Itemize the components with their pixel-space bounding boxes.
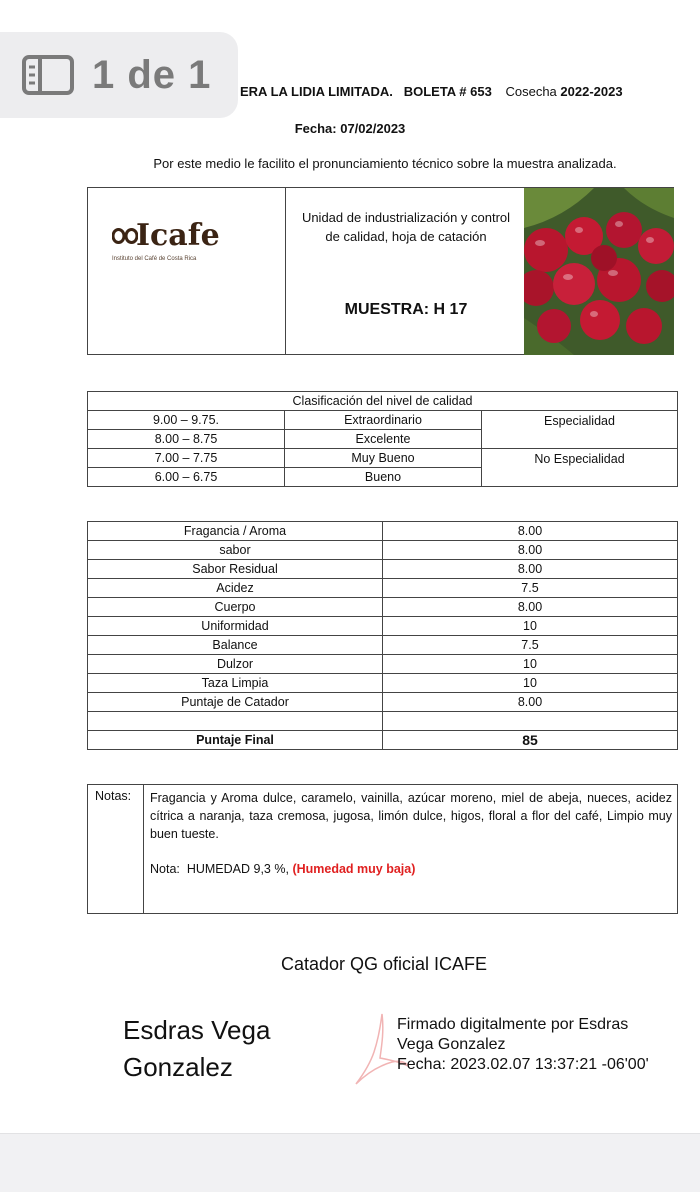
final-score-label: Puntaje Final: [88, 731, 383, 750]
attribute-cell: sabor: [88, 541, 383, 560]
page-indicator[interactable]: [0, 32, 238, 118]
boleta-number: BOLETA # 653: [403, 84, 492, 99]
notes-label: Notas:: [95, 789, 132, 803]
notes-text: Fragancia y Aroma dulce, caramelo, vainilla, azúcar moreno, miel de abeja, nueces, acidez cítrica a naranja, taza cremosa, jugosa, limón dulce, higos, floral a flor del café, Limpio muy buen tueste.: [150, 791, 672, 841]
cosecha-value: 2022-2023: [560, 84, 623, 99]
attribute-cell: Dulzor: [88, 655, 383, 674]
document-date: Fecha: 07/02/2023: [294, 121, 406, 136]
classification-title: Clasificación del nivel de calidad: [88, 392, 678, 411]
table-row: [88, 541, 678, 560]
level-cell: Extraordinario: [285, 411, 482, 430]
table-row: [88, 598, 678, 617]
table-row: [88, 693, 678, 712]
level-cell: Excelente: [285, 430, 482, 449]
group-especialidad: Especialidad: [482, 411, 678, 449]
final-score-row: [88, 731, 678, 750]
quality-classification-table: [87, 391, 678, 487]
humidity-warning: (Humedad muy baja): [292, 862, 416, 876]
icafe-logo: Icafe Instituto del Café de Costa Rica: [112, 218, 220, 262]
info-box: [87, 187, 674, 355]
score-cell: 8.00: [383, 598, 678, 617]
attribute-cell: Balance: [88, 636, 383, 655]
humidity-note: Nota: HUMEDAD 9,3 %, (Humedad muy baja): [150, 862, 416, 876]
table-row: [88, 636, 678, 655]
level-cell: Bueno: [285, 468, 482, 487]
table-row: [88, 655, 678, 674]
attribute-cell: Fragancia / Aroma: [88, 522, 383, 541]
attribute-cell: Acidez: [88, 579, 383, 598]
score-cell: 10: [383, 674, 678, 693]
score-cell: 10: [383, 655, 678, 674]
attribute-cell: Taza Limpia: [88, 674, 383, 693]
unit-description: Unidad de industrialización y control de calidad, hoja de catación: [301, 210, 511, 244]
table-row: [88, 617, 678, 636]
score-cell: 8.00: [383, 541, 678, 560]
range-cell: 6.00 – 6.75: [88, 468, 285, 487]
cupping-scores-table: [87, 521, 678, 750]
signer-name: Esdras Vega Gonzalez: [123, 1015, 271, 1082]
score-cell: 8.00: [383, 522, 678, 541]
range-cell: 9.00 – 9.75.: [88, 411, 285, 430]
score-cell: 8.00: [383, 560, 678, 579]
empty-row: [88, 712, 678, 731]
table-row: [88, 522, 678, 541]
sample-id: MUESTRA: H 17: [344, 301, 468, 318]
range-cell: 7.00 – 7.75: [88, 449, 285, 468]
intro-text: Por este medio le facilito el pronunciamiento técnico sobre la muestra analizada.: [153, 156, 617, 171]
header-line: [240, 84, 623, 99]
level-cell: Muy Bueno: [285, 449, 482, 468]
range-cell: 8.00 – 8.75: [88, 430, 285, 449]
group-no-especialidad: No Especialidad: [482, 449, 678, 487]
attribute-cell: Uniformidad: [88, 617, 383, 636]
score-cell: 7.5: [383, 636, 678, 655]
bottom-toolbar: [0, 1133, 700, 1192]
company-name: ERA LA LIDIA LIMITADA.: [240, 84, 393, 99]
table-row: [88, 560, 678, 579]
final-score-value: 85: [383, 731, 678, 750]
score-cell: 7.5: [383, 579, 678, 598]
cosecha-label: Cosecha: [505, 84, 557, 99]
digital-signature-text: Firmado digitalmente por Esdras Vega Gonzalez Fecha: 2023.02.07 13:37:21 -06'00': [397, 1016, 649, 1073]
attribute-cell: Sabor Residual: [88, 560, 383, 579]
attribute-cell: Puntaje de Catador: [88, 693, 383, 712]
page-indicator-label: 1 de 1: [92, 52, 212, 97]
attribute-cell: Cuerpo: [88, 598, 383, 617]
score-cell: 10: [383, 617, 678, 636]
document-pages-icon: [22, 55, 74, 95]
catador-title: Catador QG oficial ICAFE: [280, 954, 488, 974]
table-row: [88, 674, 678, 693]
notes-box: [87, 784, 678, 914]
table-row: [88, 579, 678, 598]
coffee-cherries-photo: [524, 188, 674, 355]
score-cell: 8.00: [383, 693, 678, 712]
